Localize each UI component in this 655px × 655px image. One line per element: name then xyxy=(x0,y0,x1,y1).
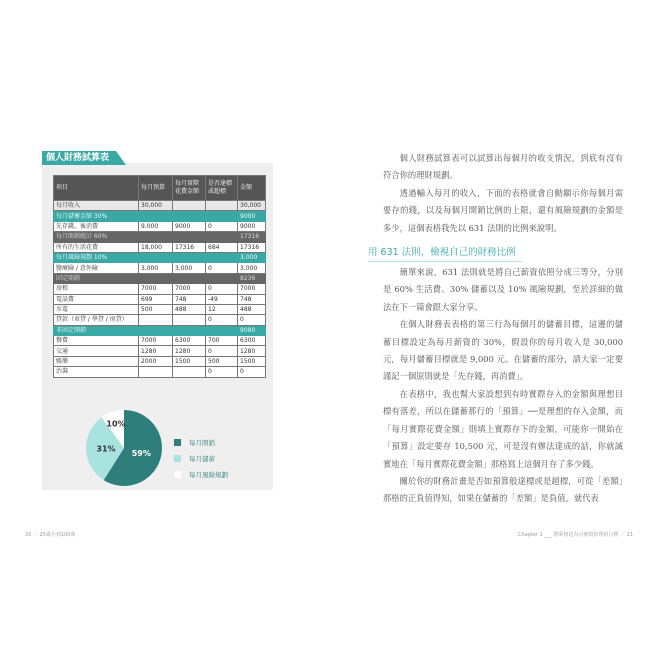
table-cell: 8236 xyxy=(238,273,266,283)
table-cell: 748 xyxy=(173,294,206,304)
right-page-footer: Chapter 1 ___ 將夢想化為可實現的理財目標 ／ 21 xyxy=(518,532,633,538)
legend-swatch xyxy=(174,439,181,446)
table-cell: 交通 xyxy=(54,346,139,356)
column-header: 是否達標或超標 xyxy=(206,176,238,201)
table-cell: 17316 xyxy=(173,242,206,252)
table-cell xyxy=(173,273,206,283)
table-cell: 醫療險 / 意外險 xyxy=(54,263,139,273)
table-cell: 0 xyxy=(206,221,238,231)
section-heading: 用 631 法則，檢視自己的財務比例 xyxy=(368,245,522,262)
table-cell: 30,000 xyxy=(139,201,173,211)
table-cell: 貸款（車貸 / 學貸 / 房貸） xyxy=(54,315,139,325)
table-cell: 每月儲蓄金額 30% xyxy=(54,211,139,221)
legend-item xyxy=(174,434,228,450)
column-header: 每月預算 xyxy=(139,176,173,201)
table-cell: 先存錢，後消費 xyxy=(54,221,139,231)
paragraph: 關於你的財務計畫是否如預算般達標或是超標，可從「差額」那格的正負值得知，如果在儲蓄的「差額」是負值，就代表 xyxy=(383,475,623,504)
table-cell: 1280 xyxy=(173,346,206,356)
table-row xyxy=(54,325,266,335)
table-cell: 3,000 xyxy=(238,252,266,262)
table-cell xyxy=(206,252,238,262)
table-row xyxy=(54,336,266,346)
table-cell xyxy=(139,367,173,377)
table-row xyxy=(54,356,266,366)
table-cell: 500 xyxy=(206,356,238,366)
table-cell: 12 xyxy=(206,304,238,314)
table-cell: 18,000 xyxy=(139,242,173,252)
table-cell xyxy=(139,252,173,262)
table-cell xyxy=(173,201,206,211)
table-cell: 6300 xyxy=(238,336,266,346)
paragraph: 簡單來說，631 法則就是將自己薪資依照分成三等分，分別是 60% 生活費、30% 儲蓄以及 10% 風險規劃，至於詳細的做法在下一篇會跟大家分享。 xyxy=(383,267,623,312)
table-cell xyxy=(139,211,173,221)
table-cell: 500 xyxy=(139,304,173,314)
table-cell: 9,000 xyxy=(139,221,173,231)
table-cell: 房租 xyxy=(54,284,139,294)
table-header xyxy=(54,176,266,201)
table-cell xyxy=(206,211,238,221)
table-cell: 700 xyxy=(206,336,238,346)
table-cell: 17316 xyxy=(238,232,266,242)
table-cell: 748 xyxy=(238,294,266,304)
table-cell xyxy=(173,315,206,325)
table-row xyxy=(54,242,266,252)
table-row xyxy=(54,252,266,262)
legend-label: 每月風險規劃 xyxy=(189,470,228,479)
table-cell: 0 xyxy=(206,284,238,294)
table-cell: 每月收入 xyxy=(54,201,139,211)
pie-chart xyxy=(84,408,164,488)
table-cell: 0 xyxy=(206,263,238,273)
table-cell xyxy=(139,232,173,242)
table-cell: 488 xyxy=(173,304,206,314)
paragraph: 透過輸入每月的收入，下面的表格就會自動顯示你每個月需要存的錢，以及每個月開銷比例的上限，還有風險規劃的金額是多少，這個表格我先以 631 法則的比例來說明。 xyxy=(383,187,623,233)
table-cell: 9080 xyxy=(238,325,266,335)
table-cell: 699 xyxy=(139,294,173,304)
table-cell xyxy=(173,211,206,221)
table-cell: 2000 xyxy=(139,356,173,366)
table-cell: 治裝 xyxy=(54,367,139,377)
table-row xyxy=(54,273,266,283)
table-cell: 3,000 xyxy=(173,263,206,273)
legend-item xyxy=(174,450,228,466)
table-cell: 3,000 xyxy=(238,263,266,273)
table-cell xyxy=(139,315,173,325)
legend-item xyxy=(174,466,228,482)
pie-legend xyxy=(174,434,228,482)
paragraph: 在個人財務表表格的第三行為每個月的儲蓄目標，這邊的儲蓄目標設定為每月薪資的 30%，假設你的每月收入是 30,000 元，每月儲蓄目標就是 9,000 元。在儲蓄的部分，請大家一定要謹記一個原則就是「先存錢，再消費」。 xyxy=(383,319,623,382)
table-cell: 1500 xyxy=(238,356,266,366)
table-cell xyxy=(139,273,173,283)
table-cell xyxy=(206,325,238,335)
legend-label: 每月開銷 xyxy=(189,438,215,447)
table-row xyxy=(54,367,266,377)
table-cell xyxy=(173,252,206,262)
column-header: 金額 xyxy=(238,176,266,201)
finance-table xyxy=(53,175,266,378)
table-cell: 電話費 xyxy=(54,294,139,304)
table-cell xyxy=(173,325,206,335)
table-row xyxy=(54,201,266,211)
table-cell: 488 xyxy=(238,304,266,314)
table-row xyxy=(54,315,266,325)
table-cell: 3,000 xyxy=(139,263,173,273)
article-body xyxy=(368,150,623,508)
table-cell: 餐費 xyxy=(54,336,139,346)
table-row xyxy=(54,221,266,231)
table-cell: 0 xyxy=(238,367,266,377)
table-cell xyxy=(173,232,206,242)
table-cell: 6300 xyxy=(173,336,206,346)
table-cell: 0 xyxy=(238,315,266,325)
table-cell xyxy=(206,273,238,283)
table-cell: 9000 xyxy=(173,221,206,231)
paragraph: 在表格中，我也幫大家設想到有時實際存入的金額與理想目標有落差，所以在儲蓄那行的「預算」──是理想的存入金額，而「每月實際花費金額」則填上實際存下的金額，可能你一開始在「預算」設定要存 10,500 元，可是沒有辦法達成的話，你就誠實地在「每月實際花費金額」那格寫上這個月存了多少錢。 xyxy=(383,388,623,469)
table-cell xyxy=(139,325,173,335)
table-cell: 17316 xyxy=(238,242,266,252)
legend-swatch xyxy=(174,471,181,478)
table-cell: 7000 xyxy=(139,336,173,346)
table-cell: 水電 xyxy=(54,304,139,314)
column-header: 每月實際花費金額 xyxy=(173,176,206,201)
table-row xyxy=(54,294,266,304)
table-cell: 30,000 xyxy=(238,201,266,211)
table-row xyxy=(54,263,266,273)
table-cell: 7000 xyxy=(173,284,206,294)
pie-label: 59% xyxy=(131,449,151,459)
table-cell: 非固定開銷 xyxy=(54,325,139,335)
table-row xyxy=(54,232,266,242)
table-cell: 娛樂 xyxy=(54,356,139,366)
paragraph: 個人財務試算表可以試算出每個月的收支情況，到底有沒有符合你的理財規劃。 xyxy=(383,153,623,181)
legend-swatch xyxy=(174,455,181,462)
table-cell: 固定開銷 xyxy=(54,273,139,283)
table-row xyxy=(54,284,266,294)
table-cell: 7000 xyxy=(139,284,173,294)
pie-label: 10% xyxy=(106,419,126,429)
table-row xyxy=(54,346,266,356)
table-row xyxy=(54,304,266,314)
table-cell: 所有的生活花費 xyxy=(54,242,139,252)
pie-label: 31% xyxy=(96,444,116,454)
table-cell: 1500 xyxy=(173,356,206,366)
table-row xyxy=(54,211,266,221)
table-cell: 9000 xyxy=(238,211,266,221)
table-cell: 9000 xyxy=(238,221,266,231)
legend-label: 每月儲蓄 xyxy=(189,454,215,463)
column-header: 項目 xyxy=(54,176,139,201)
table-cell: 7000 xyxy=(238,284,266,294)
left-page-footer: 20 ／ 25歲存到100萬 xyxy=(25,532,76,538)
table-cell xyxy=(173,367,206,377)
table-cell xyxy=(206,201,238,211)
table-cell: 每月風險規劃 10% xyxy=(54,252,139,262)
table-cell: 0 xyxy=(206,367,238,377)
table-cell: 1280 xyxy=(139,346,173,356)
table-cell xyxy=(206,232,238,242)
table-cell: -49 xyxy=(206,294,238,304)
table-cell: 0 xyxy=(206,346,238,356)
table-cell: 1280 xyxy=(238,346,266,356)
table-cell: 684 xyxy=(206,242,238,252)
table-cell: 每月開銷總計 60% xyxy=(54,232,139,242)
table-cell: 0 xyxy=(206,315,238,325)
table-title: 個人財務試算表 xyxy=(42,151,116,165)
